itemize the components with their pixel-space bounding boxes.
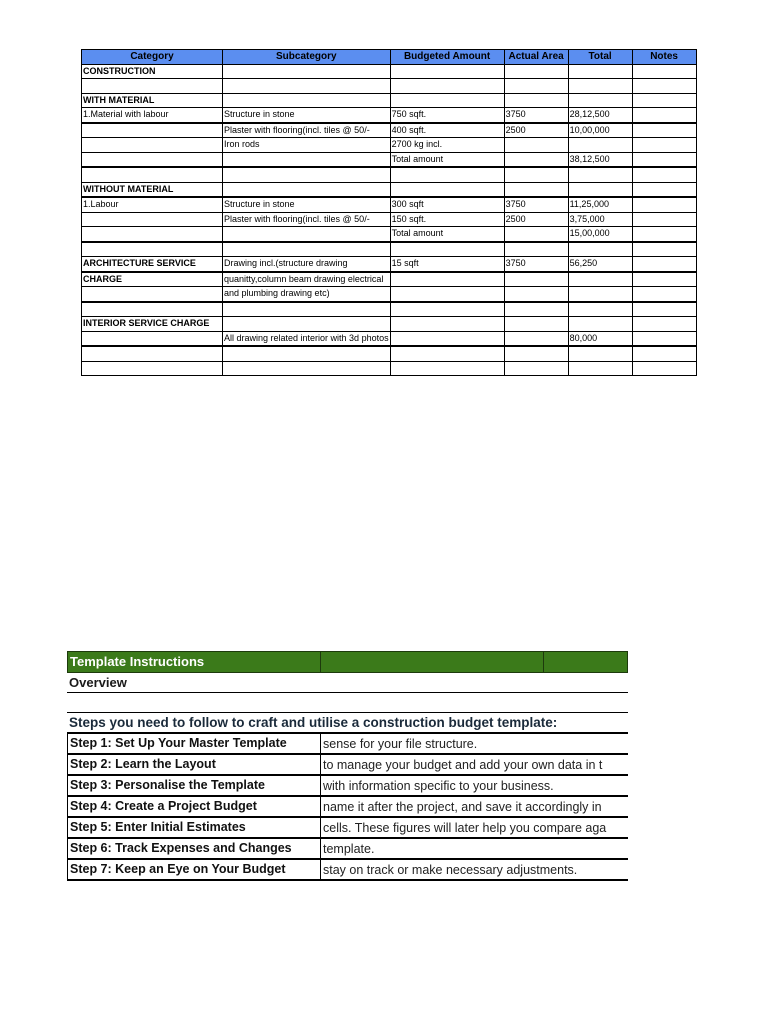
step-row — [67, 860, 628, 881]
table-cell[interactable] — [504, 64, 568, 79]
col-header-total: Total — [568, 50, 632, 65]
table-cell[interactable] — [504, 79, 568, 94]
table-cell[interactable]: WITH MATERIAL — [82, 93, 223, 108]
table-cell[interactable] — [390, 64, 504, 79]
table-cell[interactable]: 15 sqft — [390, 257, 504, 272]
table-cell[interactable] — [82, 138, 223, 153]
col-header-actual-area: Actual Area — [504, 50, 568, 65]
table-cell[interactable] — [390, 79, 504, 94]
col-header-notes: Notes — [632, 50, 696, 65]
step-description: template. — [323, 842, 375, 856]
table-row — [82, 197, 697, 212]
table-cell[interactable] — [82, 242, 223, 257]
table-cell[interactable] — [223, 242, 391, 257]
table-cell[interactable] — [223, 152, 391, 167]
table-cell[interactable]: All drawing related interior with 3d photos — [223, 331, 391, 346]
table-cell[interactable]: Total amount — [390, 227, 504, 242]
table-cell[interactable]: quanitty,column beam drawing electrical — [223, 272, 391, 287]
table-cell[interactable] — [632, 123, 696, 138]
table-cell[interactable]: 2500 — [504, 212, 568, 227]
table-row — [82, 302, 697, 317]
table-cell[interactable]: 15,00,000 — [568, 227, 632, 242]
table-cell[interactable] — [82, 212, 223, 227]
table-cell[interactable]: Drawing incl.(structure drawing — [223, 257, 391, 272]
table-cell[interactable] — [632, 331, 696, 346]
table-cell[interactable] — [390, 167, 504, 182]
table-cell[interactable]: Iron rods — [223, 138, 391, 153]
table-cell[interactable] — [632, 257, 696, 272]
table-cell[interactable] — [568, 64, 632, 79]
table-cell[interactable]: 750 sqft. — [390, 108, 504, 123]
table-cell[interactable] — [390, 182, 504, 197]
table-cell[interactable] — [390, 242, 504, 257]
table-cell[interactable] — [82, 302, 223, 317]
header-row — [82, 50, 697, 65]
table-cell[interactable] — [568, 242, 632, 257]
table-row — [82, 227, 697, 242]
table-cell[interactable]: WITHOUT MATERIAL — [82, 182, 223, 197]
table-cell[interactable] — [504, 138, 568, 153]
table-cell[interactable] — [632, 93, 696, 108]
table-row — [82, 346, 697, 361]
table-cell[interactable] — [223, 64, 391, 79]
table-cell[interactable]: Structure in stone — [223, 197, 391, 212]
table-cell[interactable] — [504, 287, 568, 302]
table-cell[interactable] — [390, 361, 504, 376]
table-row — [82, 108, 697, 123]
table-cell[interactable]: and plumbing drawing etc) — [223, 287, 391, 302]
table-cell[interactable] — [82, 152, 223, 167]
table-cell[interactable] — [390, 272, 504, 287]
table-cell[interactable] — [223, 227, 391, 242]
table-cell[interactable] — [504, 93, 568, 108]
step-row — [67, 776, 628, 797]
table-cell[interactable] — [632, 138, 696, 153]
table-cell[interactable]: 80,000 — [568, 331, 632, 346]
step-description: with information specific to your business. — [323, 779, 554, 793]
table-cell[interactable]: 3750 — [504, 108, 568, 123]
blank-row — [67, 693, 628, 713]
step-label: Step 6: Track Expenses and Changes — [67, 839, 321, 858]
step-label: Step 7: Keep an Eye on Your Budget — [67, 860, 321, 879]
table-cell[interactable] — [632, 346, 696, 361]
table-cell[interactable] — [504, 227, 568, 242]
table-cell[interactable]: 300 sqft — [390, 197, 504, 212]
header-cell-blank — [321, 652, 544, 672]
table-cell[interactable]: INTERIOR SERVICE CHARGE — [82, 317, 223, 332]
table-cell[interactable] — [632, 212, 696, 227]
step-description: sense for your file structure. — [323, 737, 478, 751]
step-label: Step 2: Learn the Layout — [67, 755, 321, 774]
table-cell[interactable] — [223, 182, 391, 197]
table-cell[interactable] — [632, 167, 696, 182]
table-cell[interactable] — [223, 167, 391, 182]
table-row — [82, 317, 697, 332]
table-cell[interactable] — [504, 182, 568, 197]
table-cell[interactable] — [632, 361, 696, 376]
table-cell[interactable] — [632, 317, 696, 332]
table-cell[interactable] — [632, 272, 696, 287]
table-cell[interactable] — [390, 302, 504, 317]
table-cell[interactable] — [223, 93, 391, 108]
table-cell[interactable] — [390, 93, 504, 108]
table-cell[interactable] — [504, 242, 568, 257]
table-cell[interactable] — [82, 287, 223, 302]
table-cell[interactable]: 28,12,500 — [568, 108, 632, 123]
table-cell[interactable] — [632, 227, 696, 242]
table-cell[interactable] — [568, 317, 632, 332]
table-row — [82, 79, 697, 94]
table-cell[interactable] — [568, 302, 632, 317]
table-cell[interactable] — [82, 227, 223, 242]
table-cell[interactable] — [82, 346, 223, 361]
table-cell[interactable]: 1.Labour — [82, 197, 223, 212]
table-row — [82, 152, 697, 167]
table-cell[interactable] — [390, 317, 504, 332]
table-cell[interactable]: Plaster with flooring(incl. tiles @ 50/- — [223, 123, 391, 138]
table-cell[interactable] — [390, 287, 504, 302]
table-cell[interactable]: Structure in stone — [223, 108, 391, 123]
table-row — [82, 242, 697, 257]
table-cell[interactable] — [568, 93, 632, 108]
step-row — [67, 818, 628, 839]
table-cell[interactable] — [504, 331, 568, 346]
table-cell[interactable] — [504, 167, 568, 182]
table-row — [82, 287, 697, 302]
step-description: cells. These figures will later help you compare aga — [323, 821, 607, 835]
table-row — [82, 257, 697, 272]
table-cell[interactable] — [632, 182, 696, 197]
steps-list — [67, 734, 628, 881]
table-cell[interactable] — [568, 138, 632, 153]
table-row — [82, 64, 697, 79]
table-cell[interactable] — [223, 79, 391, 94]
col-header-subcategory: Subcategory — [223, 50, 391, 65]
instructions-sheet — [67, 651, 628, 881]
table-cell[interactable] — [504, 361, 568, 376]
table-cell[interactable]: CHARGE — [82, 272, 223, 287]
table-cell[interactable] — [504, 346, 568, 361]
table-row — [82, 167, 697, 182]
instructions-title: Template Instructions — [68, 652, 321, 672]
table-cell[interactable] — [632, 302, 696, 317]
table-cell[interactable] — [632, 242, 696, 257]
table-cell[interactable]: 3750 — [504, 257, 568, 272]
table-cell[interactable]: 10,00,000 — [568, 123, 632, 138]
table-cell[interactable] — [223, 317, 391, 332]
table-row — [82, 138, 697, 153]
table-cell[interactable]: 56,250 — [568, 257, 632, 272]
table-cell[interactable] — [504, 302, 568, 317]
table-cell[interactable]: 2500 — [504, 123, 568, 138]
header-cell-blank — [544, 652, 627, 672]
table-cell[interactable] — [82, 361, 223, 376]
table-cell[interactable] — [568, 272, 632, 287]
table-row — [82, 182, 697, 197]
table-row — [82, 123, 697, 138]
table-cell[interactable]: 38,12,500 — [568, 152, 632, 167]
table-cell[interactable]: Total amount — [390, 152, 504, 167]
table-cell[interactable] — [568, 346, 632, 361]
step-description: stay on track or make necessary adjustments. — [323, 863, 578, 877]
overview-heading: Overview — [67, 673, 628, 693]
table-cell[interactable] — [223, 302, 391, 317]
instructions-header — [67, 651, 628, 673]
table-cell[interactable] — [82, 331, 223, 346]
table-cell[interactable] — [223, 346, 391, 361]
step-label: Step 4: Create a Project Budget — [67, 797, 321, 816]
table-cell[interactable] — [568, 287, 632, 302]
table-cell[interactable] — [632, 64, 696, 79]
step-label: Step 1: Set Up Your Master Template — [67, 734, 321, 753]
table-cell[interactable] — [632, 197, 696, 212]
budget-table — [81, 49, 697, 376]
table-cell[interactable] — [632, 152, 696, 167]
step-row — [67, 839, 628, 860]
col-header-budgeted-amount: Budgeted Amount — [390, 50, 504, 65]
table-cell[interactable] — [568, 361, 632, 376]
table-cell[interactable] — [390, 331, 504, 346]
table-cell[interactable] — [82, 79, 223, 94]
table-cell[interactable]: 400 sqft. — [390, 123, 504, 138]
step-label: Step 5: Enter Initial Estimates — [67, 818, 321, 837]
table-cell[interactable] — [504, 152, 568, 167]
table-cell[interactable]: 3750 — [504, 197, 568, 212]
table-cell[interactable]: 3,75,000 — [568, 212, 632, 227]
table-row — [82, 93, 697, 108]
table-row — [82, 361, 697, 376]
step-row — [67, 797, 628, 818]
table-cell[interactable] — [504, 272, 568, 287]
steps-title: Steps you need to follow to craft and utilise a construction budget template: — [67, 713, 628, 734]
table-cell[interactable]: 1.Material with labour — [82, 108, 223, 123]
table-cell[interactable] — [632, 79, 696, 94]
table-cell[interactable] — [632, 287, 696, 302]
table-cell[interactable]: 150 sqft. — [390, 212, 504, 227]
table-cell[interactable] — [568, 167, 632, 182]
table-cell[interactable]: 11,25,000 — [568, 197, 632, 212]
table-cell[interactable] — [568, 79, 632, 94]
step-description: to manage your budget and add your own data in t — [323, 758, 603, 772]
table-cell[interactable]: 2700 kg incl. — [390, 138, 504, 153]
table-cell[interactable] — [82, 167, 223, 182]
table-cell[interactable]: ARCHITECTURE SERVICE — [82, 257, 223, 272]
table-row — [82, 212, 697, 227]
table-cell[interactable] — [632, 108, 696, 123]
table-row — [82, 272, 697, 287]
table-cell[interactable] — [82, 123, 223, 138]
step-description: name it after the project, and save it accordingly in — [323, 800, 602, 814]
table-cell[interactable]: Plaster with flooring(incl. tiles @ 50/- — [223, 212, 391, 227]
table-cell[interactable] — [568, 182, 632, 197]
col-header-category: Category — [82, 50, 223, 65]
table-cell[interactable] — [223, 361, 391, 376]
step-row — [67, 755, 628, 776]
step-row — [67, 734, 628, 755]
table-cell[interactable]: CONSTRUCTION — [82, 64, 223, 79]
table-cell[interactable] — [504, 317, 568, 332]
table-row — [82, 331, 697, 346]
step-label: Step 3: Personalise the Template — [67, 776, 321, 795]
table-cell[interactable] — [390, 346, 504, 361]
